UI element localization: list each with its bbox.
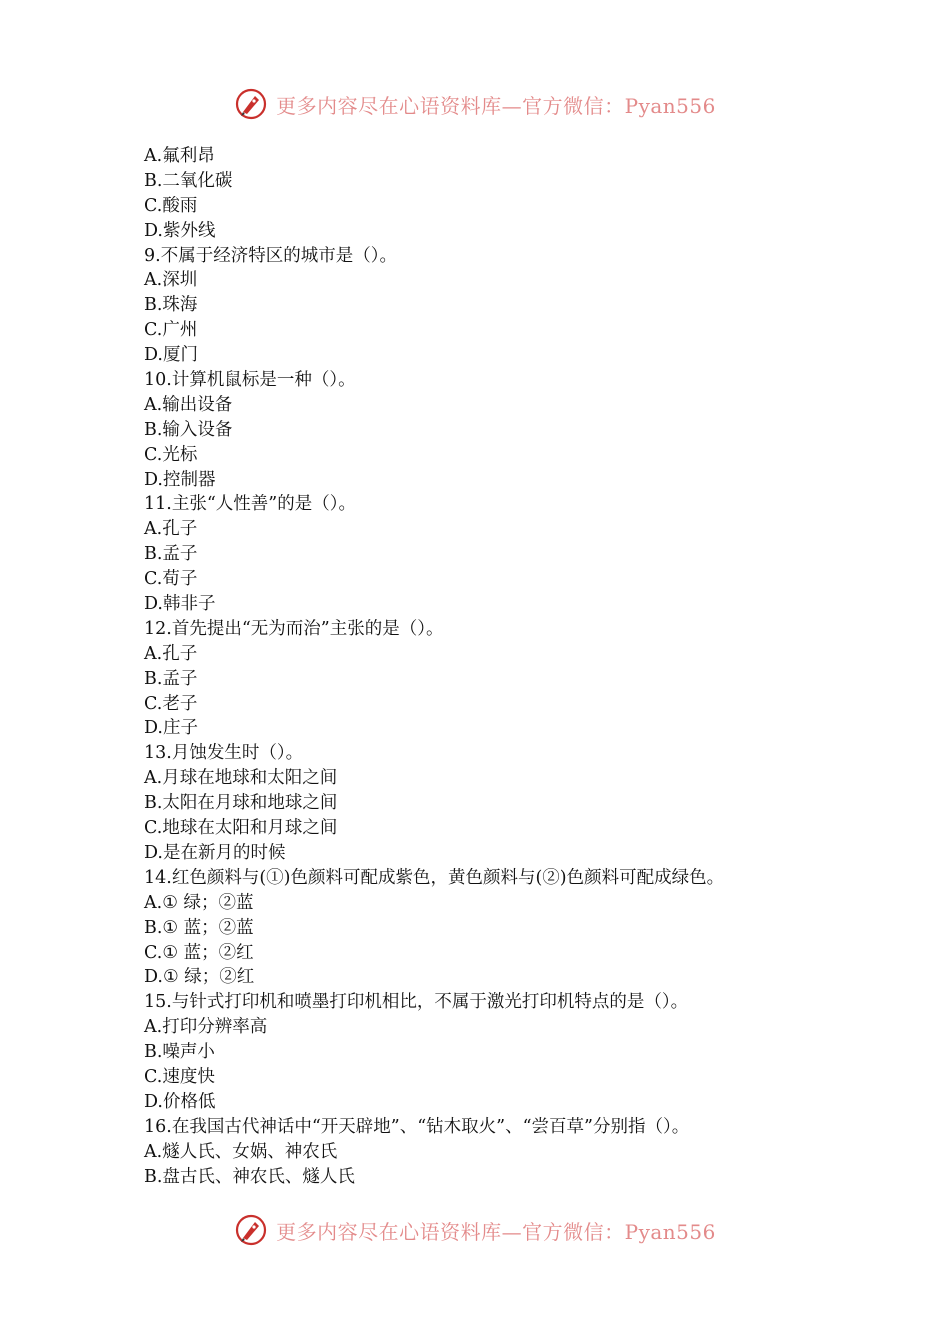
option-line: A.输出设备 — [144, 394, 233, 415]
option-line: B.噪声小 — [144, 1042, 215, 1063]
option-line: D.庄子 — [144, 718, 198, 739]
question-line: 10.计算机鼠标是一种（）。 — [144, 370, 356, 391]
option-line: D.价格低 — [144, 1091, 216, 1112]
option-line: B.太阳在月球和地球之间 — [144, 793, 338, 814]
option-line: C.荀子 — [144, 569, 198, 590]
question-line: 15.与针式打印机和喷墨打印机相比，不属于激光打印机特点的是（）。 — [144, 992, 689, 1013]
option-line: A.① 绿；②蓝 — [144, 892, 254, 913]
option-line: D.① 绿；②红 — [144, 967, 255, 988]
option-line: B.输入设备 — [144, 419, 233, 440]
question-line: 16.在我国古代神话中“开天辟地”、“钻木取火”、“尝百草”分别指（）。 — [144, 1116, 690, 1137]
pen-nib-logo-icon — [234, 87, 268, 121]
option-line: C.广州 — [144, 320, 198, 341]
option-line: C.老子 — [144, 693, 198, 714]
question-line: 14.红色颜料与(①)色颜料可配成紫色，黄色颜料与(②)色颜料可配成绿色。 — [144, 867, 725, 888]
option-line: C.光标 — [144, 444, 198, 465]
banner-text: 更多内容尽在心语资料库—官方微信：Pyan556 — [276, 1219, 716, 1244]
text-line: D.紫外线 — [144, 220, 216, 241]
option-line: B.① 蓝；②蓝 — [144, 917, 254, 938]
option-line: B.盘古氏、神农氏、燧人氏 — [144, 1166, 355, 1187]
banner-text: 更多内容尽在心语资料库—官方微信：Pyan556 — [276, 93, 716, 118]
option-line: D.厦门 — [144, 345, 198, 366]
option-line: D.是在新月的时候 — [144, 842, 286, 863]
document-body — [144, 144, 844, 1189]
option-line: A.燧人氏、女娲、神农氏 — [144, 1141, 338, 1162]
option-line: A.孔子 — [144, 519, 198, 540]
text-line: B.二氧化碳 — [144, 170, 233, 191]
option-line: C.① 蓝；②红 — [144, 942, 254, 963]
question-line: 9.不属于经济特区的城市是（）。 — [144, 245, 397, 266]
option-line: D.控制器 — [144, 469, 216, 490]
option-line: A.孔子 — [144, 643, 198, 664]
header-banner — [0, 84, 950, 124]
question-line: 12.首先提出“无为而治”主张的是（）。 — [144, 618, 444, 639]
option-line: C.地球在太阳和月球之间 — [144, 818, 338, 839]
option-line: C.速度快 — [144, 1066, 215, 1087]
option-line: A.打印分辨率高 — [144, 1017, 268, 1038]
text-line: C.酸雨 — [144, 195, 198, 216]
pen-nib-logo-icon — [234, 1213, 268, 1247]
text-line: A.氟利昂 — [144, 146, 215, 166]
footer-banner — [0, 1210, 950, 1250]
option-line: D.韩非子 — [144, 594, 216, 615]
option-line: B.孟子 — [144, 544, 198, 565]
option-line: A.深圳 — [144, 270, 198, 291]
option-line: B.孟子 — [144, 668, 198, 689]
question-line: 13.月蚀发生时（）。 — [144, 743, 304, 764]
option-line: B.珠海 — [144, 295, 198, 316]
option-line: A.月球在地球和太阳之间 — [144, 768, 338, 789]
question-line: 11.主张“人性善”的是（）。 — [144, 494, 356, 515]
